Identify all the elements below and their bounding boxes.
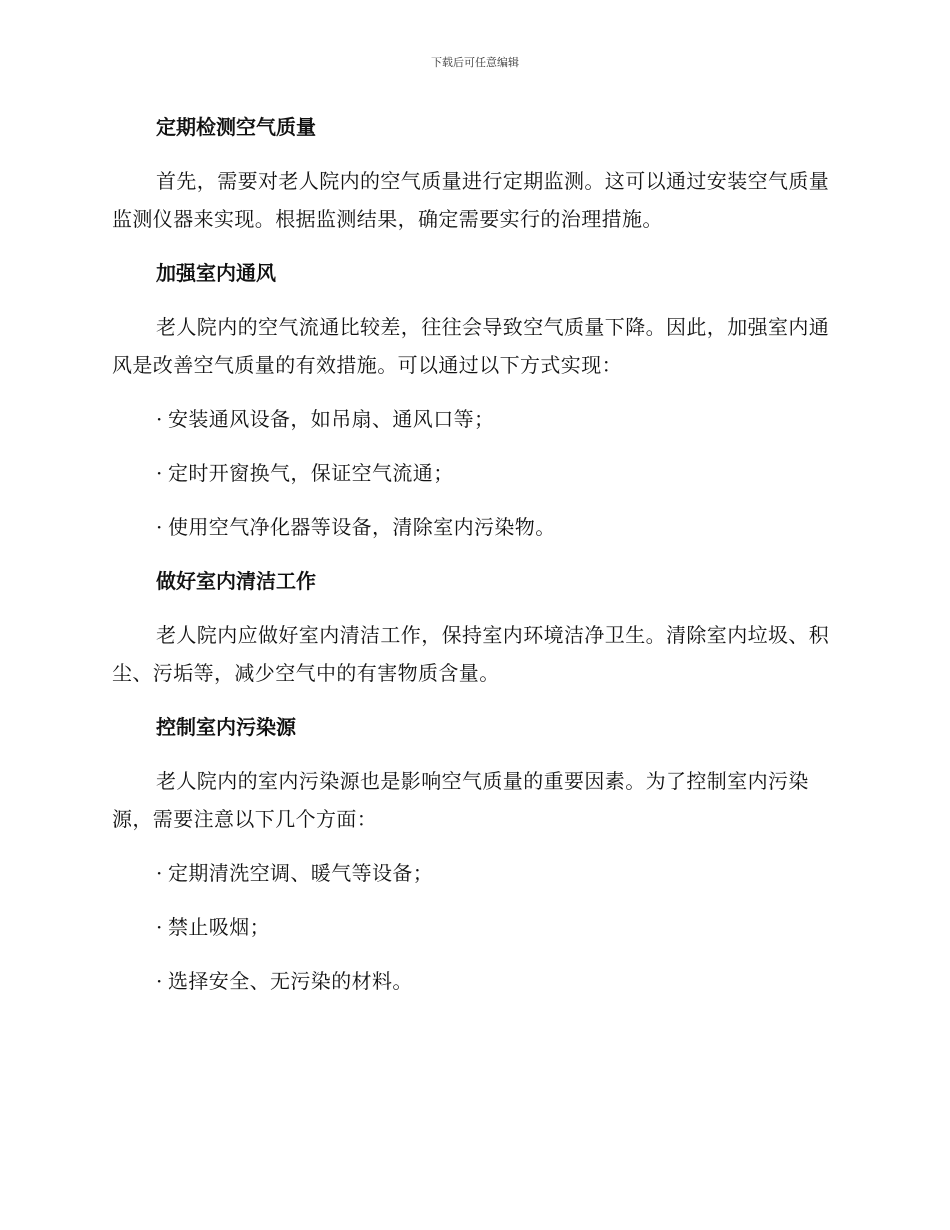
section-heading: 加强室内通风 bbox=[156, 261, 276, 285]
bullet-text: 定期清洗空调、暖气等设备； bbox=[168, 861, 434, 885]
bullet-symbol: · bbox=[156, 407, 163, 431]
section-paragraph: 老人院内的空气流通比较差，往往会导致空气质量下降。因此，加强室内通风是改善空气质量的有效措施。可以通过以下方式实现： bbox=[112, 315, 830, 377]
section-paragraph: 老人院内应做好室内清洁工作，保持室内环境洁净卫生。清除室内垃圾、积尘、污垢等，减少空气中的有害物质含量。 bbox=[112, 623, 830, 685]
header-note: 下载后可任意编辑 bbox=[431, 56, 519, 69]
bullet-text: 安装通风设备，如吊扇、通风口等； bbox=[168, 407, 495, 431]
section-heading: 控制室内污染源 bbox=[156, 715, 296, 739]
bullet-symbol: · bbox=[156, 969, 163, 993]
section-heading: 做好室内清洁工作 bbox=[156, 569, 316, 593]
bullet-item bbox=[112, 508, 832, 546]
section-paragraph: 首先，需要对老人院内的空气质量进行定期监测。这可以通过安装空气质量监测仪器来实现。根据监测结果，确定需要实行的治理措施。 bbox=[112, 169, 830, 231]
bullet-item bbox=[112, 454, 832, 492]
section-heading: 定期检测空气质量 bbox=[156, 115, 316, 139]
bullet-text: 定时开窗换气，保证空气流通； bbox=[168, 461, 454, 485]
bullet-item bbox=[112, 962, 832, 1000]
document-body bbox=[112, 108, 832, 1016]
bullet-text: 禁止吸烟； bbox=[168, 915, 270, 939]
bullet-item bbox=[112, 400, 832, 438]
bullet-item bbox=[112, 908, 832, 946]
bullet-symbol: · bbox=[156, 915, 163, 939]
bullet-symbol: · bbox=[156, 515, 163, 539]
bullet-text: 使用空气净化器等设备，清除室内污染物。 bbox=[168, 515, 556, 539]
section-paragraph: 老人院内的室内污染源也是影响空气质量的重要因素。为了控制室内污染源，需要注意以下几个方面： bbox=[112, 769, 809, 831]
bullet-symbol: · bbox=[156, 861, 163, 885]
bullet-symbol: · bbox=[156, 461, 163, 485]
bullet-text: 选择安全、无污染的材料。 bbox=[168, 969, 413, 993]
bullet-item bbox=[112, 854, 832, 892]
